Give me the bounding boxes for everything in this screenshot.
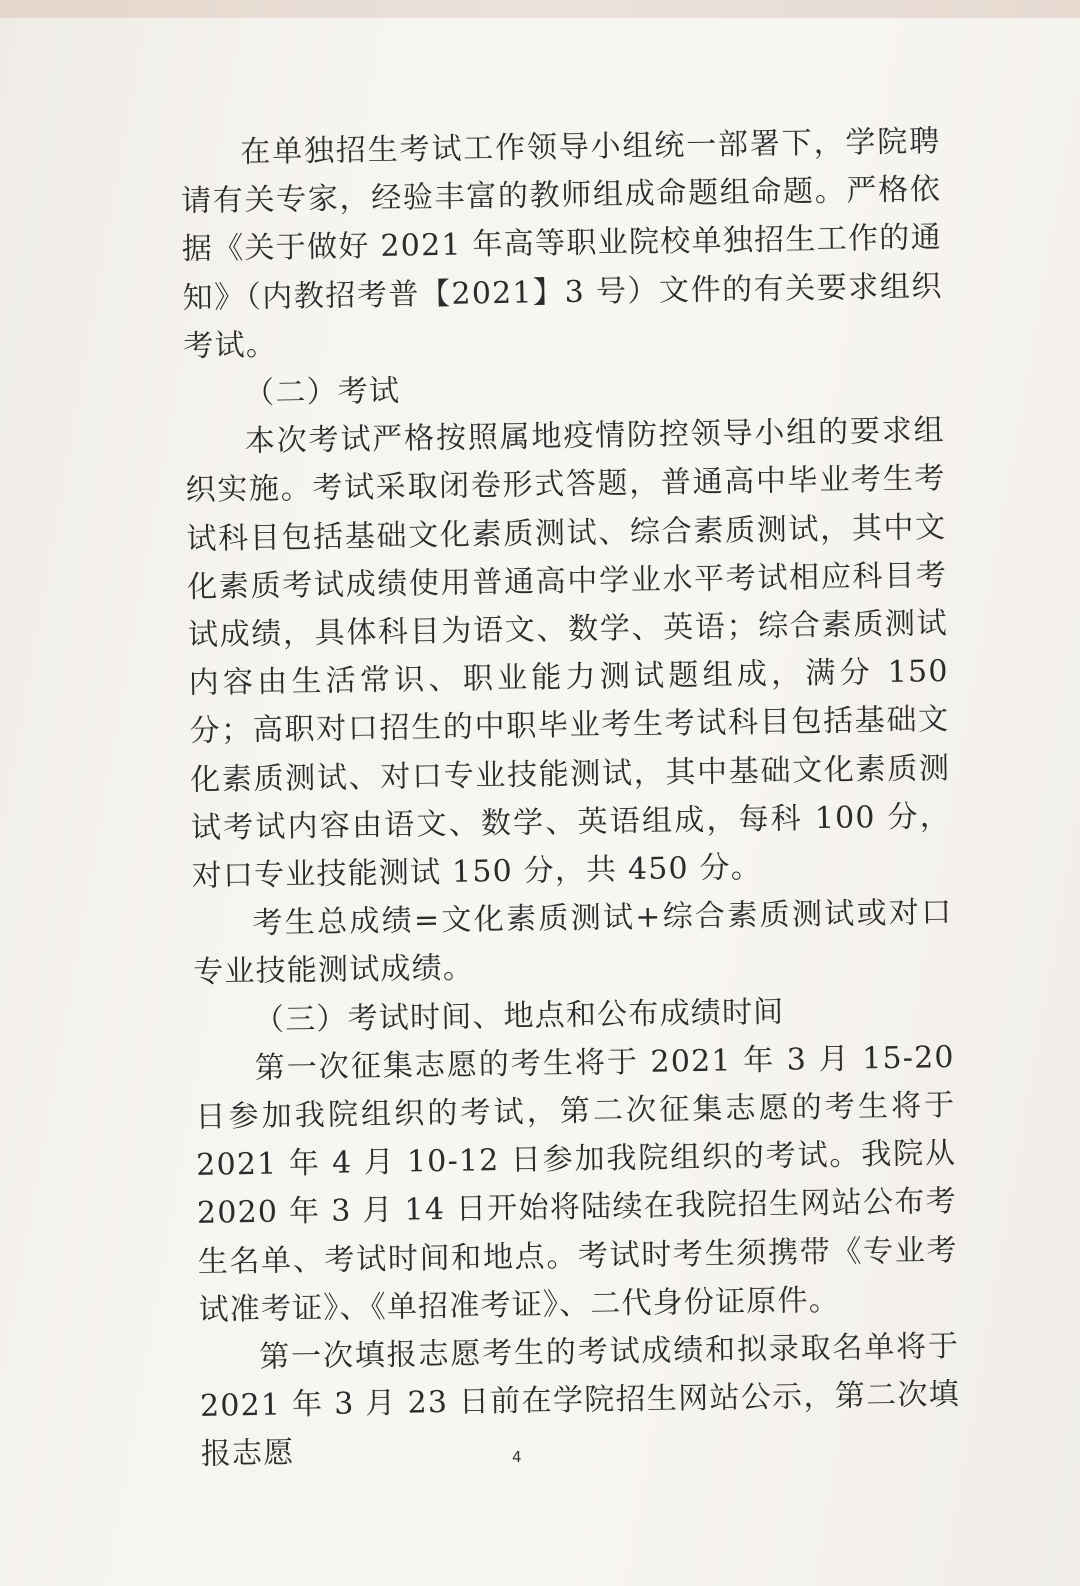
section-heading-time-place: （三）考试时间、地点和公布成绩时间 [253, 994, 785, 1038]
section-heading-exam: （二）考试 [243, 373, 401, 412]
document-body [180, 118, 961, 1479]
page-number: 4 [512, 1448, 522, 1466]
paragraph-results-publication: 第一次填报志愿考生的考试成绩和拟录取名单将于 2021 年 3 月 23 日前在学院招生网站公示，第二次填报志愿 [199, 1328, 961, 1473]
paragraph-exam-details: 本次考试严格按照属地疫情防控领导小组的要求组织实施。考试采取闭卷形式答题，普通高中毕业考生考试科目包括基础文化素质测试、综合素质测试，其中文化素质考试成绩使用普通高中学业水平考试相应科目考试成绩，具体科目为语文、数学、英语；综合素质测试内容由生活常识、职业能力测试题组成，满分 150 分；高职对口招生的中职毕业考生考试科目包括基础文化素质测试、对口专业技能测试，其中基础文化素质测试考试内容由语文、数学、英语组成，每科 100 分，对口专业技能测试 150 分，共 450 分。 [185, 413, 952, 894]
page-top-edge [0, 0, 1080, 18]
paragraph-exam-schedule: 第一次征集志愿的考生将于 2021 年 3 月 15-20 日参加我院组织的考试，第二次征集志愿的考生将于 2021 年 4 月 10-12 日参加我院组织的考试。我院从 2020 年 3 月 14 日开始将陆续在我院招生网站公布考生名单、考试时间和地点。考试时考生须携带《专业考试准考证》、《单招准考证》、二代身份证原件。 [195, 1039, 958, 1328]
paragraph-exam-setup: 在单独招生考试工作领导小组统一部署下，学院聘请有关专家，经验丰富的教师组成命题组命题。严格依据《关于做好 2021 年高等职业院校单独招生工作的通知》（内教招考普【2021】3 号）文件的有关要求组织考试。 [180, 124, 943, 364]
paragraph-total-score: 考生总成绩=文化素质测试+综合素质测试或对口专业技能测试成绩。 [192, 895, 953, 991]
